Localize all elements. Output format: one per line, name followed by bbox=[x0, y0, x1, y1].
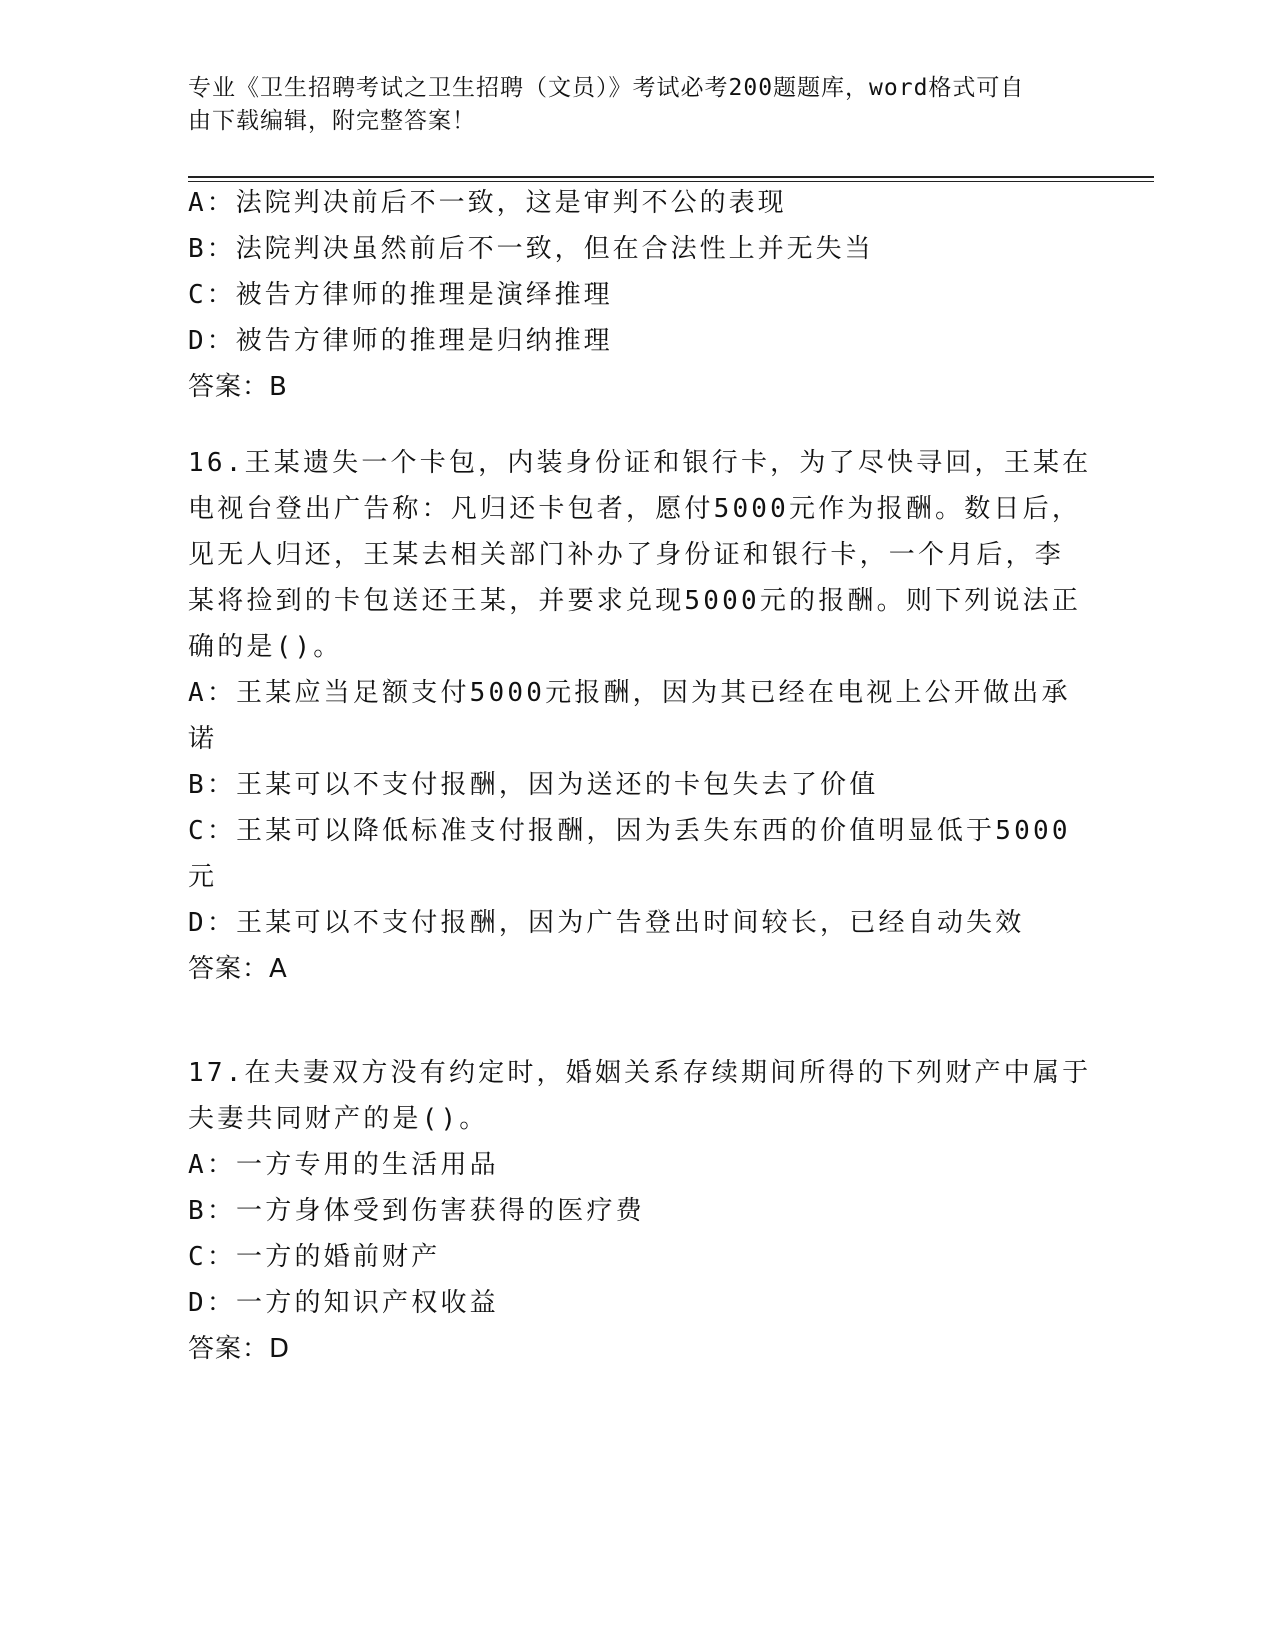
question-16 bbox=[188, 440, 1092, 992]
question-stem-line: 确的是()。 bbox=[188, 632, 343, 662]
header-title-line-1: 专业《卫生招聘考试之卫生招聘（文员）》考试必考200题题库，word格式可自 bbox=[188, 75, 1025, 101]
option-d: D：王某可以不支付报酬，因为广告登出时间较长，已经自动失效 bbox=[188, 908, 1025, 938]
option-b: B：一方身体受到伤害获得的医疗费 bbox=[188, 1196, 645, 1226]
option-c: C：王某可以降低标准支付报酬，因为丢失东西的价值明显低于5000 bbox=[188, 816, 1071, 846]
option-a: A：法院判决前后不一致，这是审判不公的表现 bbox=[188, 188, 787, 218]
option-b: B：王某可以不支付报酬，因为送还的卡包失去了价值 bbox=[188, 770, 879, 800]
question-15 bbox=[188, 180, 1088, 410]
header-title-line-2: 由下载编辑，附完整答案！ bbox=[188, 108, 476, 134]
question-stem-line: 见无人归还，王某去相关部门补办了身份证和银行卡，一个月后，李 bbox=[188, 540, 1065, 570]
option-a-continued: 诺 bbox=[188, 724, 218, 754]
option-d: D：一方的知识产权收益 bbox=[188, 1288, 499, 1318]
option-a: A：王某应当足额支付5000元报酬，因为其已经在电视上公开做出承 bbox=[188, 678, 1071, 708]
question-stem-line: 电视台登出广告称：凡归还卡包者，愿付5000元作为报酬。数日后， bbox=[188, 494, 1082, 524]
option-b: B：法院判决虽然前后不一致，但在合法性上并无失当 bbox=[188, 234, 874, 264]
option-c: C：被告方律师的推理是演绎推理 bbox=[188, 280, 613, 310]
answer-label: 答案：B bbox=[188, 372, 288, 402]
option-c-continued: 元 bbox=[188, 862, 218, 892]
question-stem-line: 16.王某遗失一个卡包，内装身份证和银行卡，为了尽快寻回，王某在 bbox=[188, 448, 1092, 478]
question-stem-line: 17.在夫妻双方没有约定时，婚姻关系存续期间所得的下列财产中属于 bbox=[188, 1058, 1092, 1088]
question-stem-line: 夫妻共同财产的是()。 bbox=[188, 1104, 489, 1134]
question-stem-line: 某将捡到的卡包送还王某，并要求兑现5000元的报酬。则下列说法正 bbox=[188, 586, 1082, 616]
question-17 bbox=[188, 1050, 1092, 1372]
option-a: A：一方专用的生活用品 bbox=[188, 1150, 499, 1180]
option-c: C：一方的婚前财产 bbox=[188, 1242, 441, 1272]
answer-label: 答案：D bbox=[188, 1334, 291, 1364]
option-d: D：被告方律师的推理是归纳推理 bbox=[188, 326, 613, 356]
document-header bbox=[188, 72, 1068, 138]
answer-label: 答案：A bbox=[188, 954, 288, 984]
